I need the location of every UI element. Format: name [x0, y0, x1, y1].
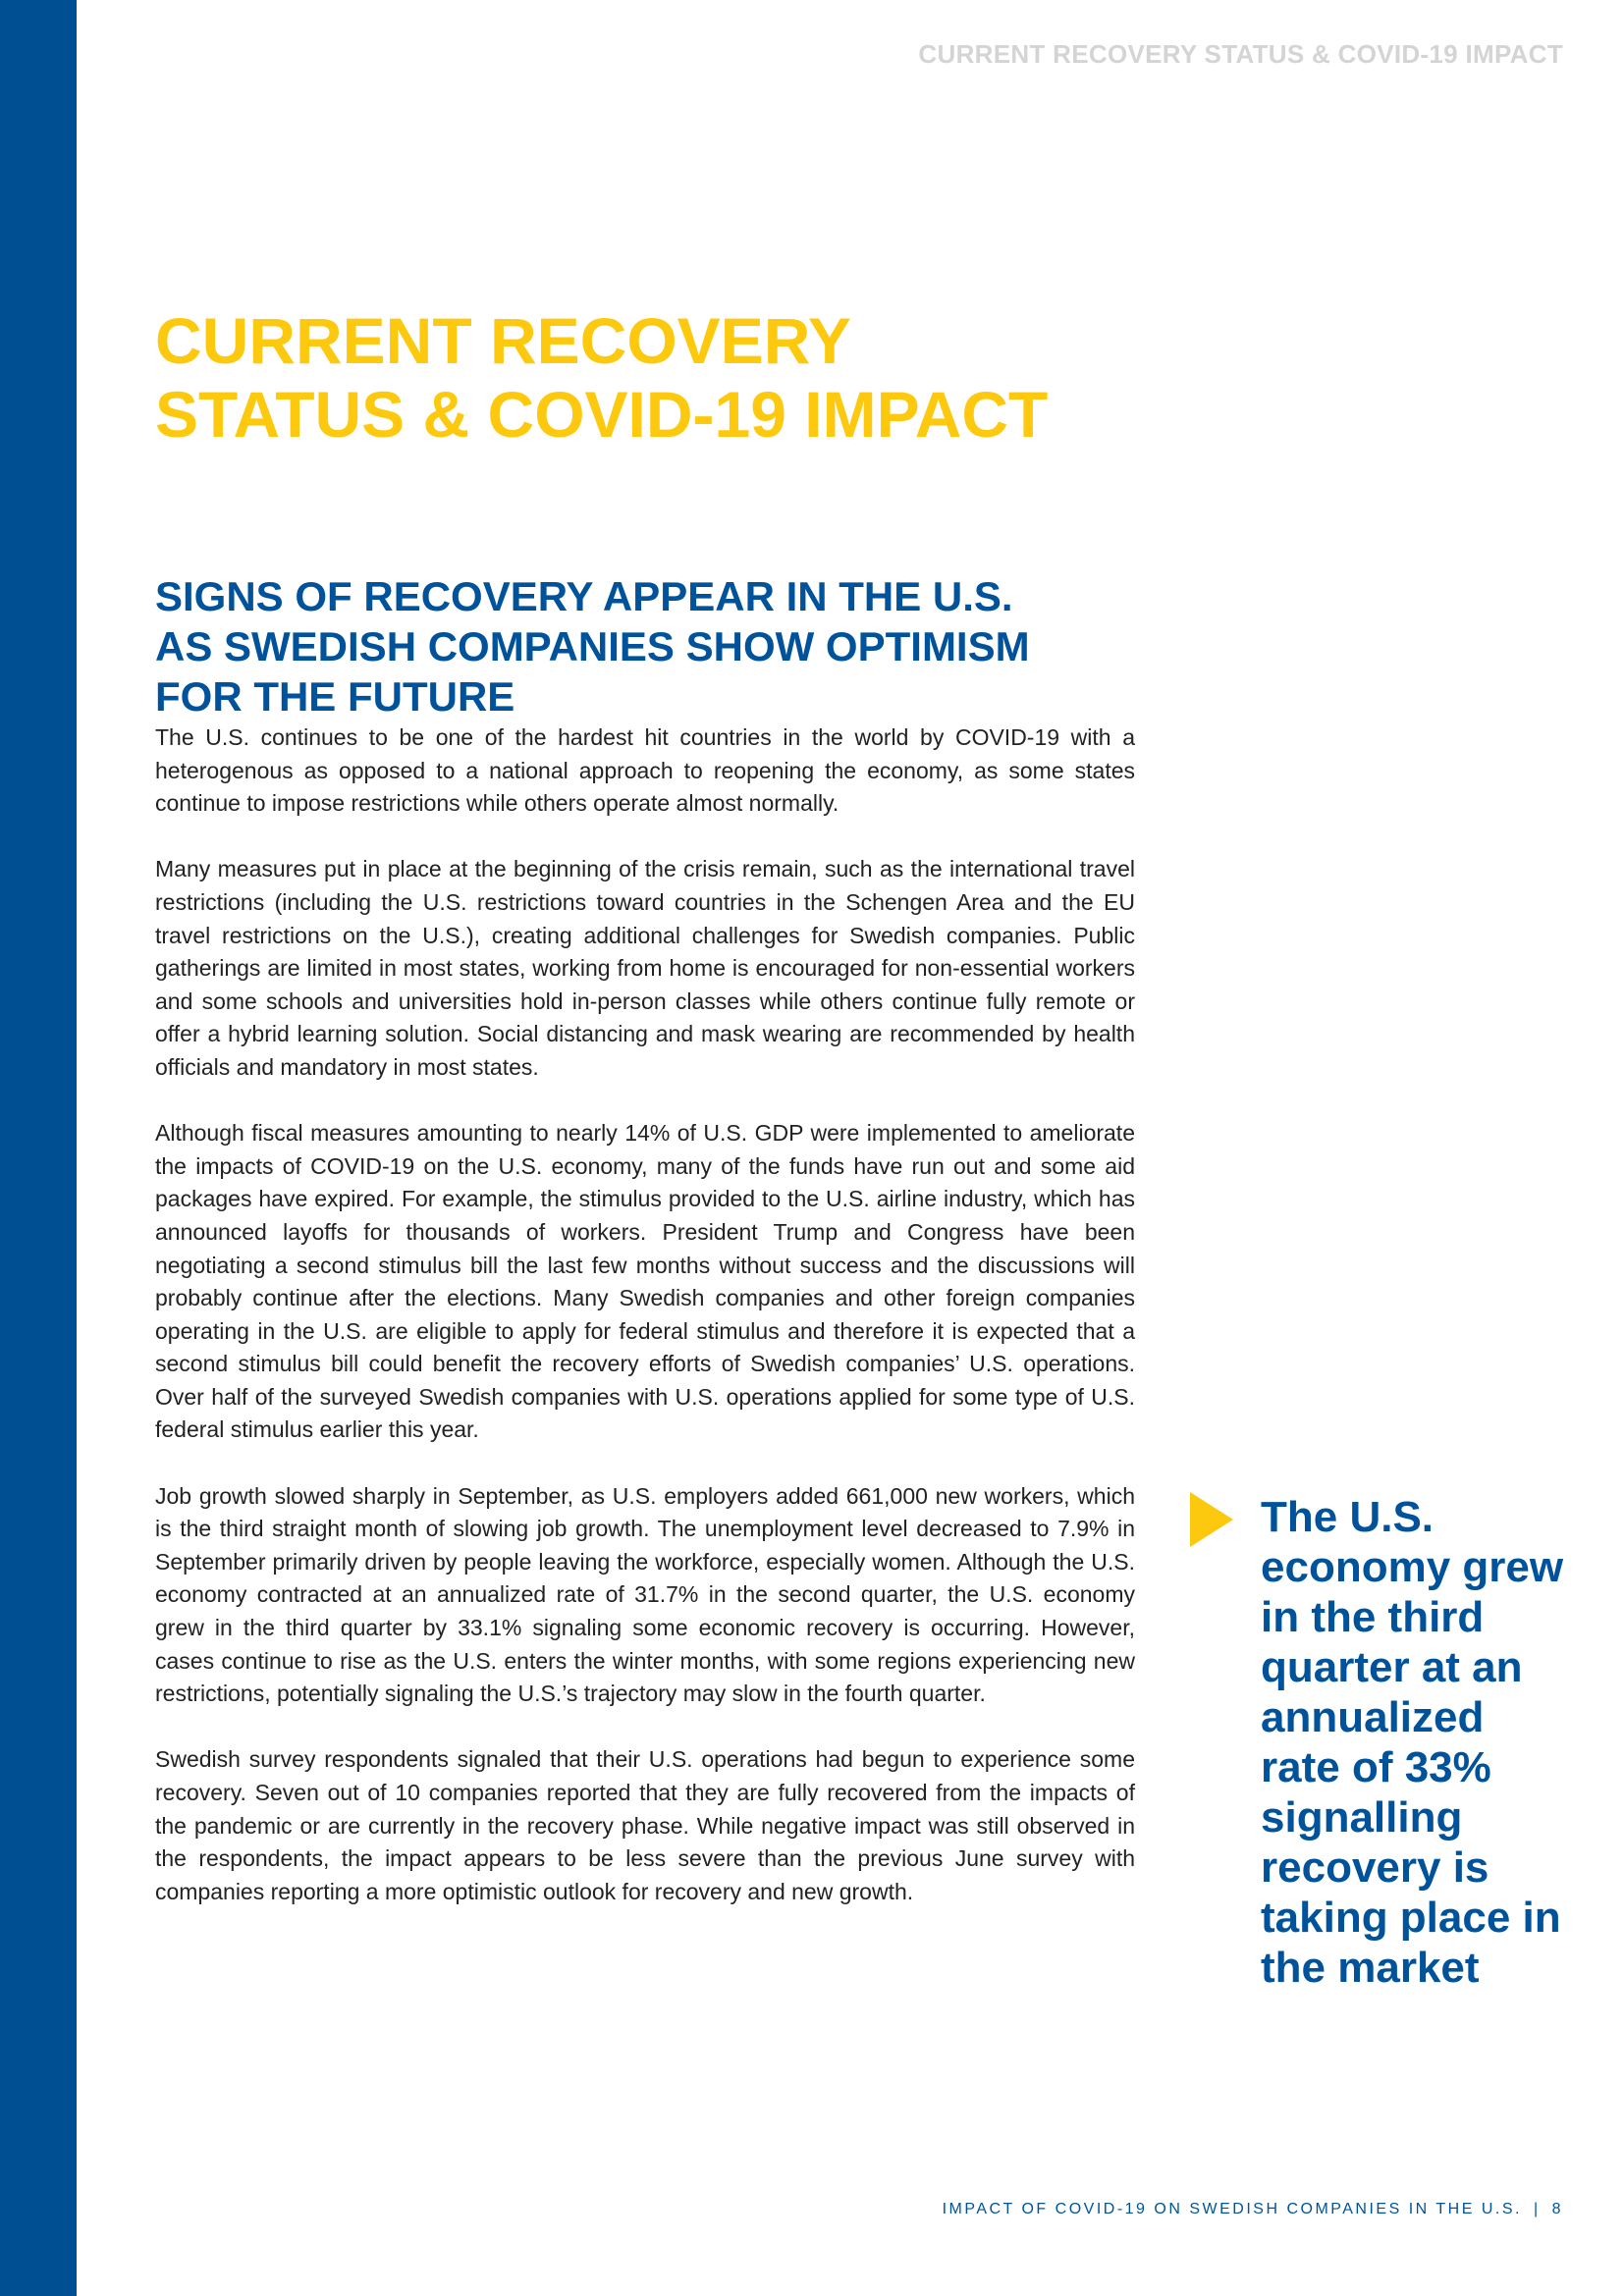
- body-paragraph: Many measures put in place at the beginning of the crisis remain, such as the international travel restrictions (including the U.S. restrictions toward countries in the Schengen Area and the EU travel restrictions on the U.S.), creating additional challenges for Swedish companies. Public gatherings are limited in most states, working from home is encouraged for non-essential workers and some schools and universities hold in-person classes while others continue fully remote or offer a hybrid learning solution. Social distancing and mask wearing are recommended by health officials and mandatory in most states.: [155, 856, 1135, 1080]
- section-heading-line-1: SIGNS OF RECOVERY APPEAR IN THE U.S.: [155, 573, 1013, 619]
- page-title-line-1: CURRENT RECOVERY: [155, 304, 851, 377]
- footer-separator: |: [1533, 2201, 1541, 2217]
- page-title: [155, 304, 1137, 452]
- body-paragraph: The U.S. continues to be one of the hardest hit countries in the world by COVID-19 with a heterogenous as opposed to a national approach to reopening the economy, as some states continue to impose restrictions while others operate almost normally.: [155, 724, 1135, 817]
- body-paragraph: Swedish survey respondents signaled that their U.S. operations had begun to experience some recovery. Seven out of 10 companies reported that they are fully recovered from the impacts of the pandemic or are currently in the recovery phase. While negative impact was still observed in the respondents, the impact appears to be less severe than the previous June survey with companies reporting a more optimistic outlook for recovery and new growth.: [155, 1746, 1135, 1904]
- body-paragraph: Job growth slowed sharply in September, as U.S. employers added 661,000 new workers, which is the third straight month of slowing job growth. The unemployment level decreased to 7.9% in September primarily driven by people leaving the workforce, especially women. Although the U.S. economy contracted at an annualized rate of 31.7% in the second quarter, the U.S. economy grew in the third quarter by 33.1% signaling some economic recovery is occurring. However, cases continue to rise as the U.S. enters the winter months, with some regions experiencing new restrictions, potentially signaling the U.S.’s trajectory may slow in the fourth quarter.: [155, 1482, 1135, 1707]
- running-header: CURRENT RECOVERY STATUS & COVID-19 IMPACT: [918, 39, 1563, 69]
- section-heading: [155, 571, 1137, 721]
- page-title-line-2: STATUS & COVID-19 IMPACT: [155, 378, 1049, 451]
- side-color-bar: [0, 0, 77, 2296]
- triangle-arrow-icon: [1190, 1492, 1233, 1547]
- page-footer: [943, 2201, 1563, 2218]
- body-text: [155, 721, 1135, 1942]
- section-heading-line-2: AS SWEDISH COMPANIES SHOW OPTIMISM: [155, 623, 1030, 669]
- page-number: 8: [1551, 2201, 1563, 2217]
- body-paragraph: Although fiscal measures amounting to nearly 14% of U.S. GDP were implemented to ameliorate the impacts of COVID-19 on the U.S. economy, many of the funds have run out and some aid packages have expired. For example, the stimulus provided to the U.S. airline industry, which has announced layoffs for thousands of workers. President Trump and Congress have been negotiating a second stimulus bill the last few months without success and the discussions will probably continue after the elections. Many Swedish companies and other foreign companies operating in the U.S. are eligible to apply for federal stimulus and therefore it is expected that a second stimulus bill could benefit the recovery efforts of Swedish companies’ U.S. operations. Over half of the surveyed Swedish companies with U.S. operations applied for some type of U.S. federal stimulus earlier this year.: [155, 1120, 1135, 1443]
- pull-quote-text: The U.S. economy grew in the third quarter at an annualized rate of 33% signalling recovery is taking place in the market: [1261, 1493, 1564, 1992]
- section-heading-line-3: FOR THE FUTURE: [155, 673, 515, 720]
- footer-publication-title: IMPACT OF COVID-19 ON SWEDISH COMPANIES IN THE U.S.: [942, 2201, 1522, 2217]
